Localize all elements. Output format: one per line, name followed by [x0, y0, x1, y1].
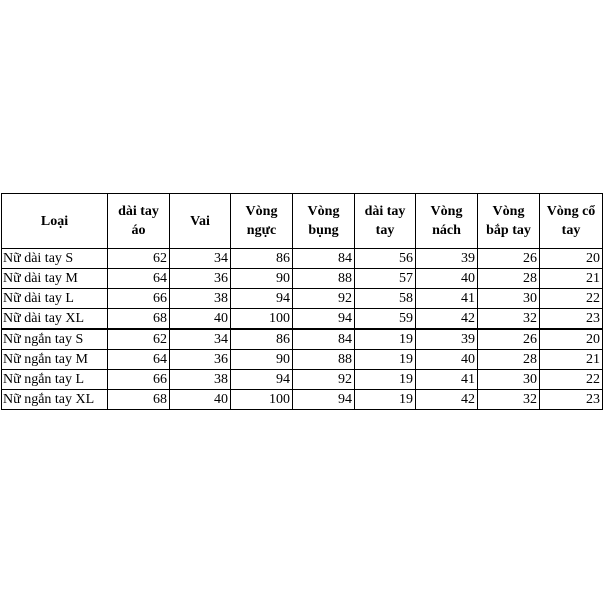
- row-label: Nữ ngắn tay XL: [2, 390, 108, 410]
- cell-value: 28: [478, 269, 540, 289]
- cell-value: 68: [108, 390, 170, 410]
- cell-value: 38: [170, 370, 231, 390]
- cell-value: 40: [416, 269, 478, 289]
- cell-value: 68: [108, 309, 170, 330]
- cell-value: 22: [540, 289, 603, 309]
- table-row: [2, 249, 603, 269]
- cell-value: 36: [170, 350, 231, 370]
- cell-value: 32: [478, 309, 540, 330]
- table-row: [2, 370, 603, 390]
- cell-value: 64: [108, 350, 170, 370]
- cell-value: 84: [293, 249, 355, 269]
- table-row: [2, 289, 603, 309]
- header-cell-chest: Vòng ngực: [231, 194, 293, 249]
- table-row: [2, 269, 603, 289]
- header-row: [2, 194, 603, 249]
- cell-value: 19: [355, 329, 416, 350]
- cell-value: 23: [540, 390, 603, 410]
- row-label: Nữ ngắn tay M: [2, 350, 108, 370]
- cell-value: 34: [170, 249, 231, 269]
- cell-value: 57: [355, 269, 416, 289]
- row-label: Nữ dài tay M: [2, 269, 108, 289]
- cell-value: 41: [416, 289, 478, 309]
- cell-value: 42: [416, 390, 478, 410]
- cell-value: 62: [108, 249, 170, 269]
- cell-value: 58: [355, 289, 416, 309]
- cell-value: 94: [231, 370, 293, 390]
- cell-value: 92: [293, 289, 355, 309]
- cell-value: 38: [170, 289, 231, 309]
- cell-value: 39: [416, 329, 478, 350]
- cell-value: 26: [478, 249, 540, 269]
- cell-value: 19: [355, 350, 416, 370]
- cell-value: 84: [293, 329, 355, 350]
- table-row: [2, 309, 603, 330]
- cell-value: 64: [108, 269, 170, 289]
- header-cell-shoulder: Vai: [170, 194, 231, 249]
- row-label: Nữ dài tay L: [2, 289, 108, 309]
- cell-value: 34: [170, 329, 231, 350]
- header-cell-type: Loại: [2, 194, 108, 249]
- cell-value: 41: [416, 370, 478, 390]
- row-label: Nữ dài tay S: [2, 249, 108, 269]
- cell-value: 94: [231, 289, 293, 309]
- cell-value: 86: [231, 329, 293, 350]
- cell-value: 20: [540, 329, 603, 350]
- cell-value: 92: [293, 370, 355, 390]
- cell-value: 90: [231, 350, 293, 370]
- header-cell-sleeve-length: dài tay áo: [108, 194, 170, 249]
- cell-value: 40: [170, 390, 231, 410]
- cell-value: 30: [478, 370, 540, 390]
- cell-value: 100: [231, 390, 293, 410]
- cell-value: 28: [478, 350, 540, 370]
- cell-value: 66: [108, 370, 170, 390]
- cell-value: 42: [416, 309, 478, 330]
- header-cell-waist: Vòng bụng: [293, 194, 355, 249]
- cell-value: 21: [540, 350, 603, 370]
- header-cell-wrist: Vòng cổ tay: [540, 194, 603, 249]
- cell-value: 59: [355, 309, 416, 330]
- row-label: Nữ dài tay XL: [2, 309, 108, 330]
- table-row: [2, 329, 603, 350]
- header-cell-bicep: Vòng bắp tay: [478, 194, 540, 249]
- cell-value: 32: [478, 390, 540, 410]
- cell-value: 22: [540, 370, 603, 390]
- cell-value: 86: [231, 249, 293, 269]
- header-cell-armhole: Vòng nách: [416, 194, 478, 249]
- cell-value: 21: [540, 269, 603, 289]
- size-chart-table: [1, 193, 603, 410]
- row-label: Nữ ngắn tay L: [2, 370, 108, 390]
- cell-value: 20: [540, 249, 603, 269]
- cell-value: 66: [108, 289, 170, 309]
- cell-value: 40: [416, 350, 478, 370]
- cell-value: 30: [478, 289, 540, 309]
- cell-value: 36: [170, 269, 231, 289]
- cell-value: 94: [293, 390, 355, 410]
- table-row: [2, 390, 603, 410]
- cell-value: 88: [293, 269, 355, 289]
- table-row: [2, 350, 603, 370]
- cell-value: 40: [170, 309, 231, 330]
- cell-value: 23: [540, 309, 603, 330]
- cell-value: 39: [416, 249, 478, 269]
- cell-value: 19: [355, 390, 416, 410]
- header-cell-arm-length: dài tay tay: [355, 194, 416, 249]
- cell-value: 26: [478, 329, 540, 350]
- cell-value: 94: [293, 309, 355, 330]
- row-label: Nữ ngắn tay S: [2, 329, 108, 350]
- cell-value: 100: [231, 309, 293, 330]
- cell-value: 88: [293, 350, 355, 370]
- cell-value: 90: [231, 269, 293, 289]
- cell-value: 19: [355, 370, 416, 390]
- cell-value: 56: [355, 249, 416, 269]
- cell-value: 62: [108, 329, 170, 350]
